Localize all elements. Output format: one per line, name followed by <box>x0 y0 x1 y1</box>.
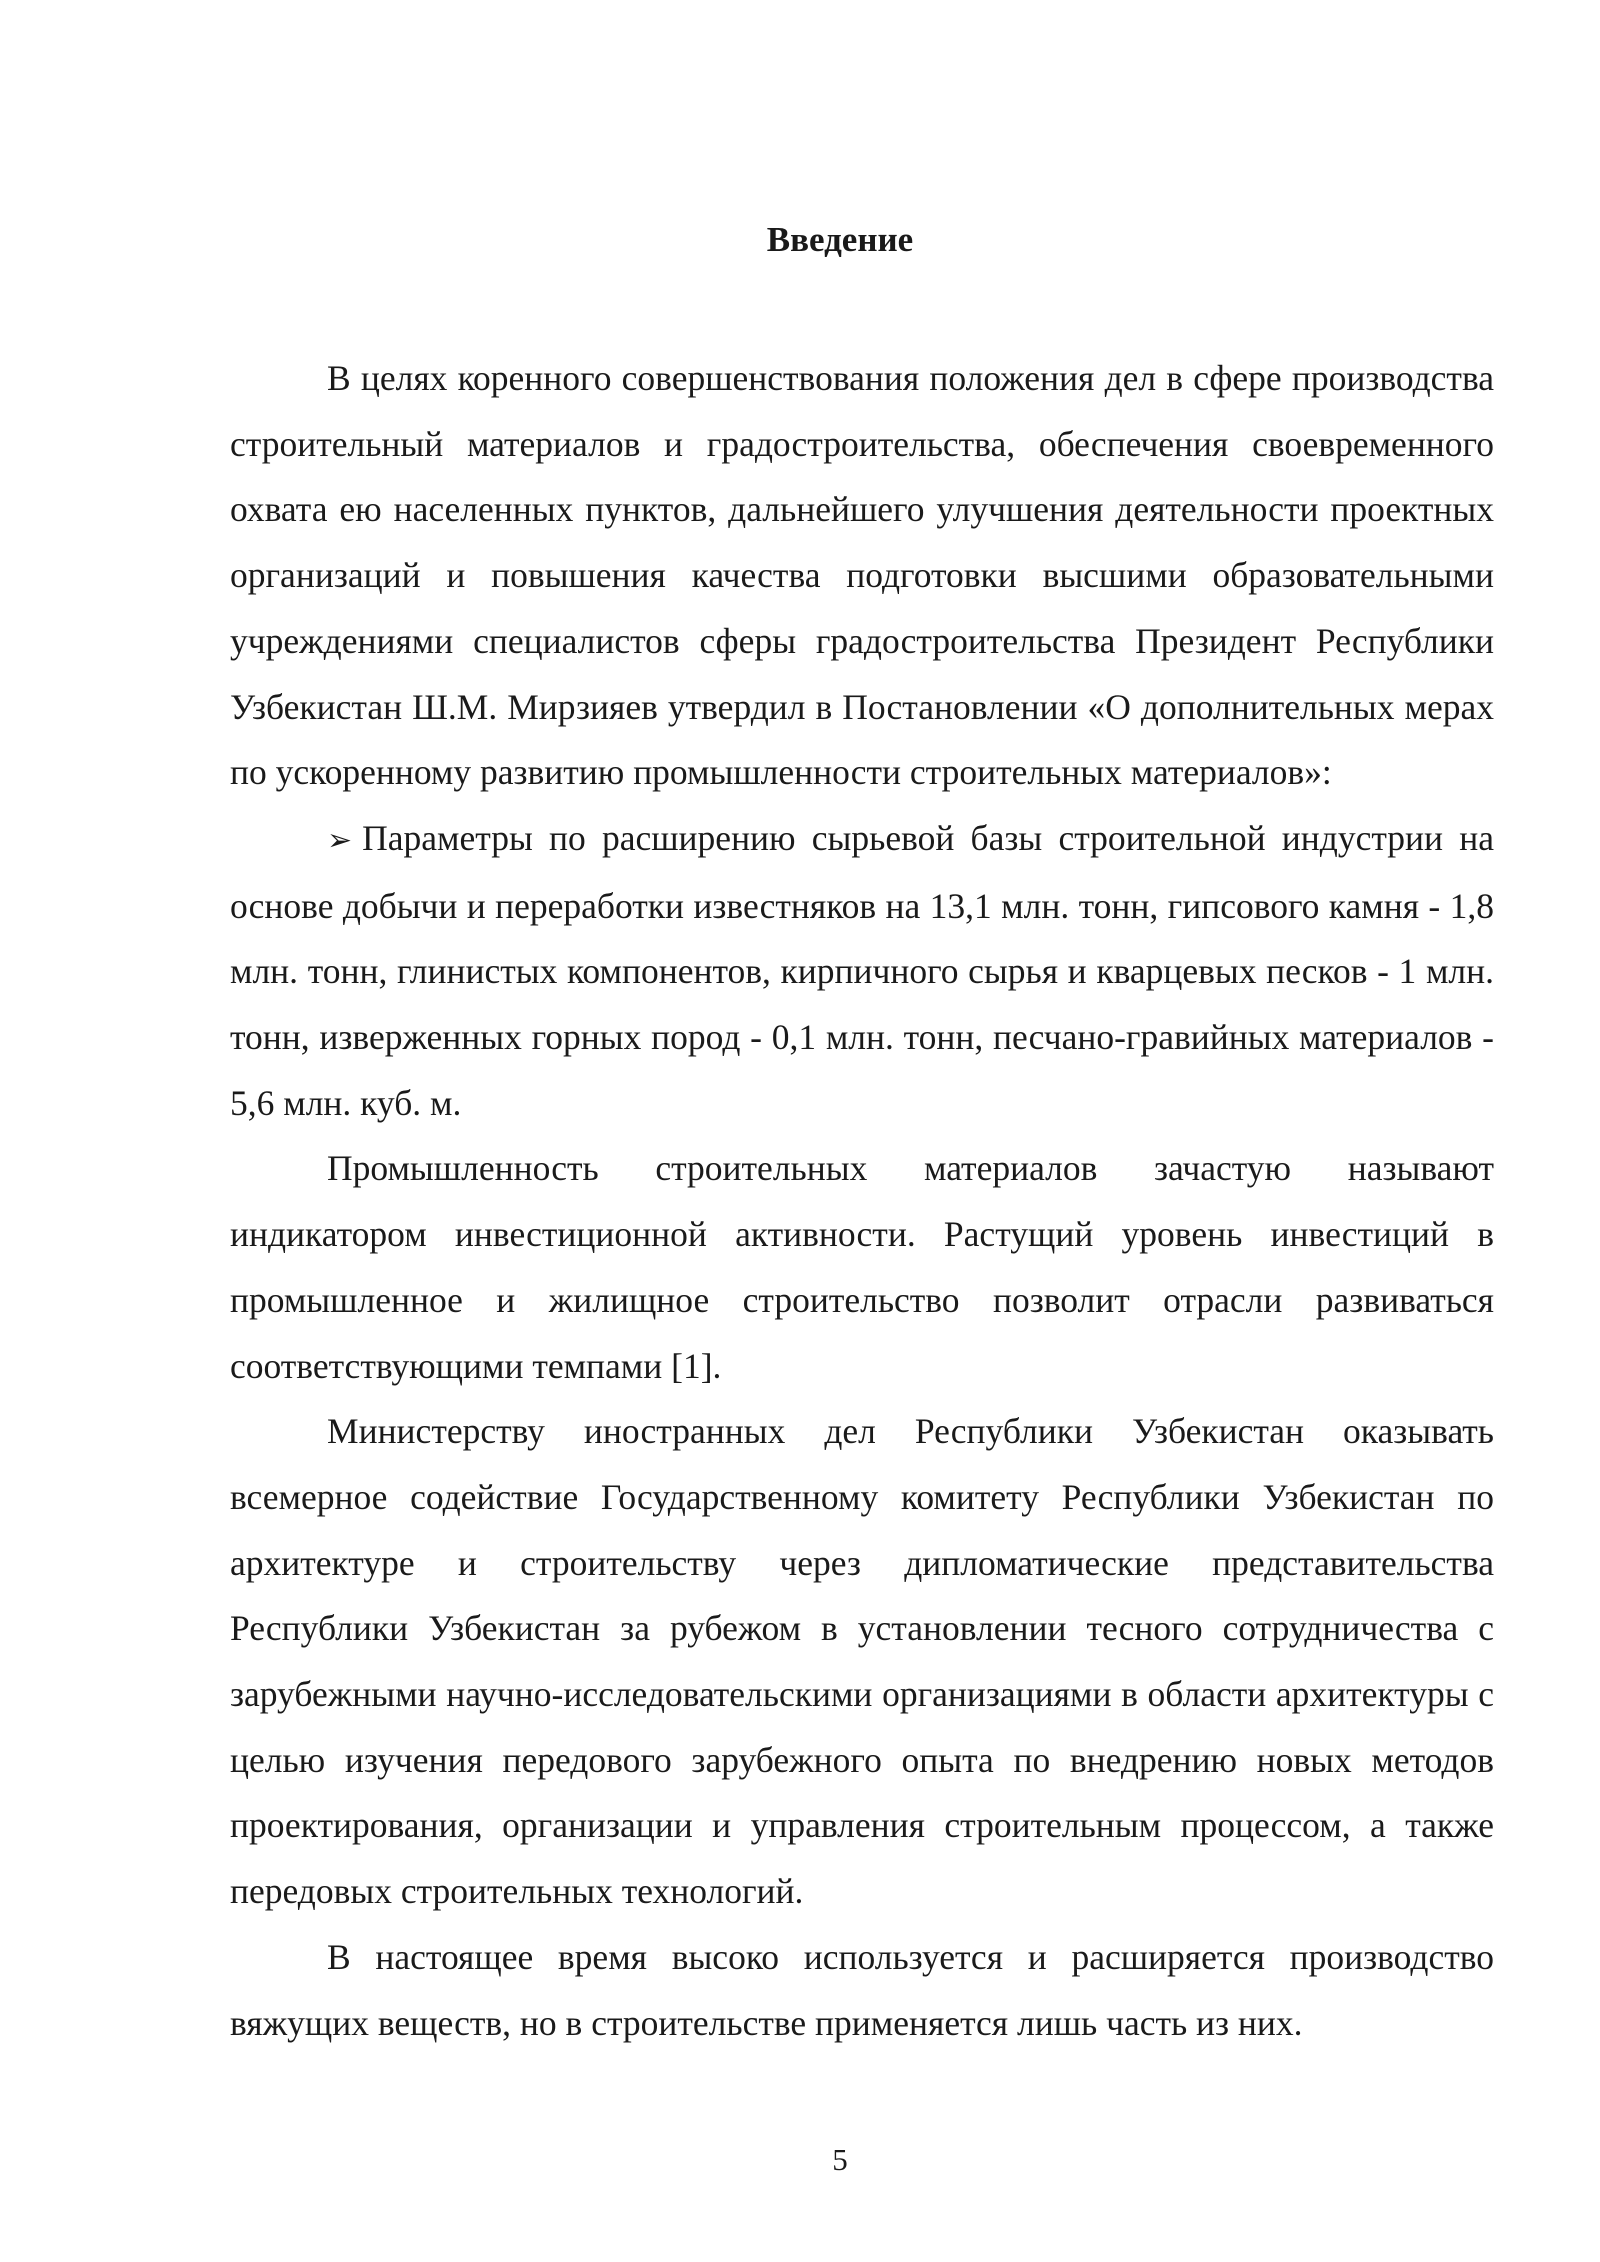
paragraph-industry: Промышленность строительных материалов зачастую называют индикатором инвестиционной активности. Растущий уровень инвестиций в промышленное и жилищное строительство позволит отрасли развиваться соответствующими темпами [1]. <box>230 1148 1494 1386</box>
paragraph-bullet-raw-materials <box>230 806 1494 1137</box>
arrow-bullet-icon: ➢ <box>327 822 353 858</box>
paragraph-ministry: Министерству иностранных дел Республики Узбекистан оказывать всемерное содействие Государственному комитету Республики Узбекистан по архитектуре и строительству через дипломатические представительства Республики Узбекистан за рубежом в установлении тесного сотрудничества с зарубежными научно-исследовательскими организациями в области архитектуры с целью изучения передового зарубежного опыта по внедрению новых методов проектирования, организации и управления строительным процессом, а также передовых строительных технологий. <box>230 1411 1494 1912</box>
page-number: 5 <box>832 2142 848 2177</box>
bullet-text: Параметры по расширению сырьевой базы строительной индустрии на основе добычи и переработки известняков на 13,1 млн. тонн, гипсового камня - 1,8 млн. тонн, глинистых компонентов, кирпичного сырья и кварцевых песков - 1 млн. тонн, изверженных горных пород - 0,1 млн. тонн, песчано-гравийных материалов - 5,6 млн. куб. м. <box>230 817 1494 1123</box>
document-body <box>230 346 1494 2056</box>
section-heading: Введение <box>766 220 914 259</box>
paragraph-binders: В настоящее время высоко используется и расширяется производство вяжущих веществ, но в строительстве применяется лишь часть из них. <box>230 1936 1494 2043</box>
paragraph-intro: В целях коренного совершенствования положения дел в сфере производства строительный материалов и градостроительства, обеспечения своевременного охвата ею населенных пунктов, дальнейшего улучшения деятельности проектных организаций и повышения качества подготовки высшими образовательными учреждениями специалистов сферы градостроительства Президент Республики Узбекистан Ш.М. Мирзияев утвердил в Постановлении «О дополнительных мерах по ускоренному развитию промышленности строительных материалов»: <box>230 358 1494 793</box>
